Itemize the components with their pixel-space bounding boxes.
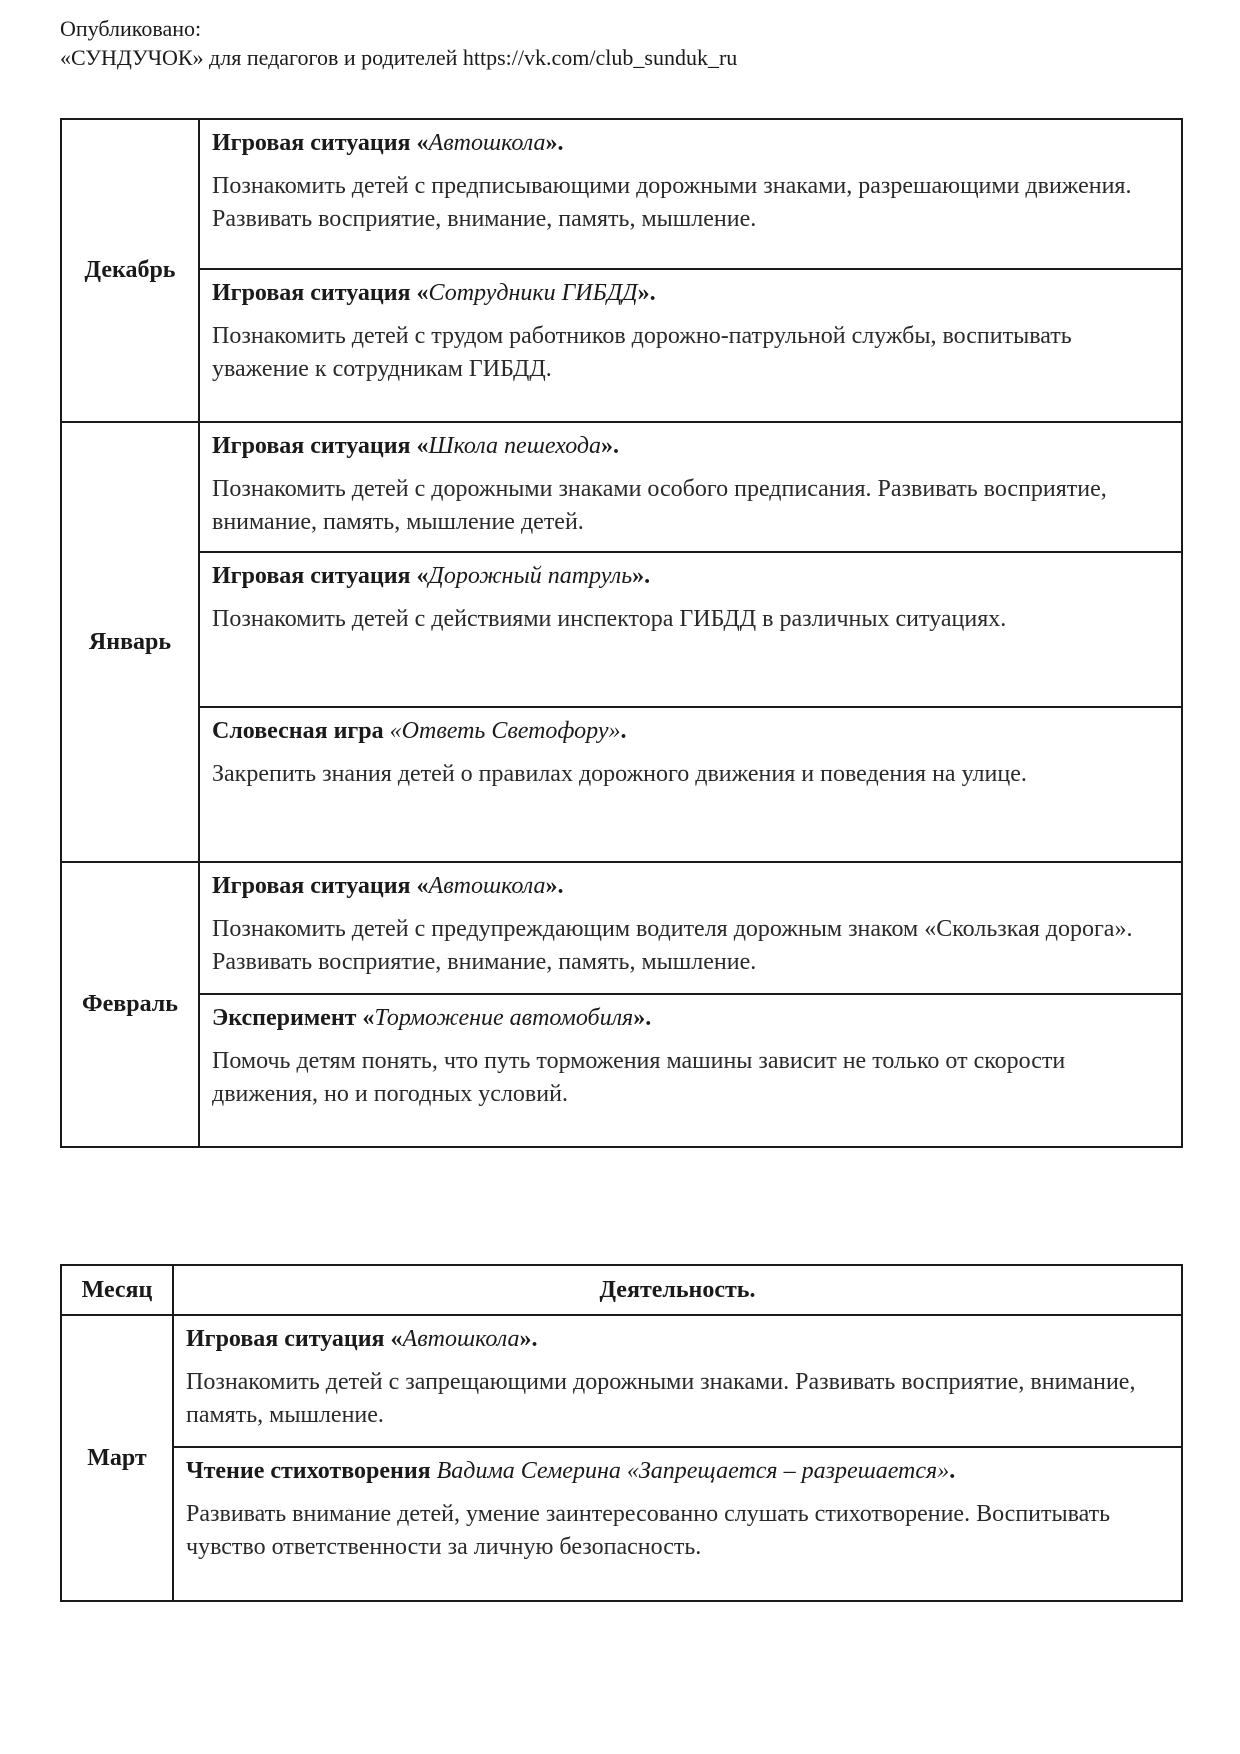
activity-description: Познакомить детей с запрещающими дорожными знаками. Развивать восприятие, внимание, память, мышление. (186, 1369, 1136, 1428)
activity-cell (199, 269, 1182, 422)
activity-table-1 (60, 118, 1183, 1148)
month-cell-january: Январь (61, 422, 199, 862)
activity-cell (199, 994, 1182, 1147)
activity-title: Игровая ситуация «Сотрудники ГИБДД». (212, 280, 656, 306)
published-label: Опубликовано: (60, 16, 202, 41)
activity-description: Помочь детям понять, что путь торможения машины зависит не только от скорости движения, но и погодных условий. (212, 1048, 1066, 1107)
activity-description: Познакомить детей с действиями инспектора ГИБДД в различных ситуациях. (212, 606, 1007, 632)
table-header-row (61, 1265, 1182, 1315)
table-row (61, 862, 1182, 994)
column-header-month: Месяц (61, 1265, 173, 1315)
activity-title: Словесная игра «Ответь Светофору». (212, 718, 627, 744)
activity-cell (173, 1315, 1182, 1447)
activity-title: Игровая ситуация «Автошкола». (186, 1326, 538, 1352)
month-cell-february: Февраль (61, 862, 199, 1147)
table-row (61, 119, 1182, 269)
activity-description: Закрепить знания детей о правилах дорожного движения и поведения на улице. (212, 761, 1027, 787)
table-row (61, 1315, 1182, 1447)
table-row (61, 552, 1182, 707)
activity-description: Познакомить детей с дорожными знаками особого предписания. Развивать восприятие, внимание, память, мышление детей. (212, 476, 1107, 535)
activity-description: Познакомить детей с предписывающими дорожными знаками, разрешающими движения. Развивать восприятие, внимание, память, мышление. (212, 173, 1132, 232)
publication-header (60, 14, 737, 72)
activity-title: Чтение стихотворения Вадима Семерина «Запрещается – разрешается». (186, 1458, 956, 1484)
activity-title: Игровая ситуация «Школа пешехода». (212, 433, 620, 459)
activity-title: Игровая ситуация «Автошкола». (212, 873, 564, 899)
month-cell-march: Март (61, 1315, 173, 1601)
table-row (61, 422, 1182, 552)
activity-cell (199, 422, 1182, 552)
activity-cell (199, 707, 1182, 862)
activity-description: Познакомить детей с предупреждающим водителя дорожным знаком «Скользкая дорога». Развивать восприятие, внимание, память, мышление. (212, 916, 1133, 975)
activity-cell (199, 552, 1182, 707)
activity-title: Игровая ситуация «Автошкола». (212, 130, 564, 156)
activity-cell (173, 1447, 1182, 1601)
table-row (61, 707, 1182, 862)
activity-cell (199, 862, 1182, 994)
activity-title: Игровая ситуация «Дорожный патруль». (212, 563, 651, 589)
month-cell-december: Декабрь (61, 119, 199, 422)
column-header-activity: Деятельность. (173, 1265, 1182, 1315)
activity-description: Развивать внимание детей, умение заинтересованно слушать стихотворение. Воспитывать чувство ответственности за личную безопасность. (186, 1501, 1111, 1560)
activity-table-2 (60, 1264, 1183, 1602)
activity-description: Познакомить детей с трудом работников дорожно-патрульной службы, воспитывать уважение к сотрудникам ГИБДД. (212, 323, 1072, 382)
activity-cell (199, 119, 1182, 269)
table-row (61, 269, 1182, 422)
activity-title: Эксперимент «Торможение автомобиля». (212, 1005, 652, 1031)
table-row (61, 1447, 1182, 1601)
publisher-line: «СУНДУЧОК» для педагогов и родителей https://vk.com/club_sunduk_ru (60, 45, 738, 70)
table-row (61, 994, 1182, 1147)
